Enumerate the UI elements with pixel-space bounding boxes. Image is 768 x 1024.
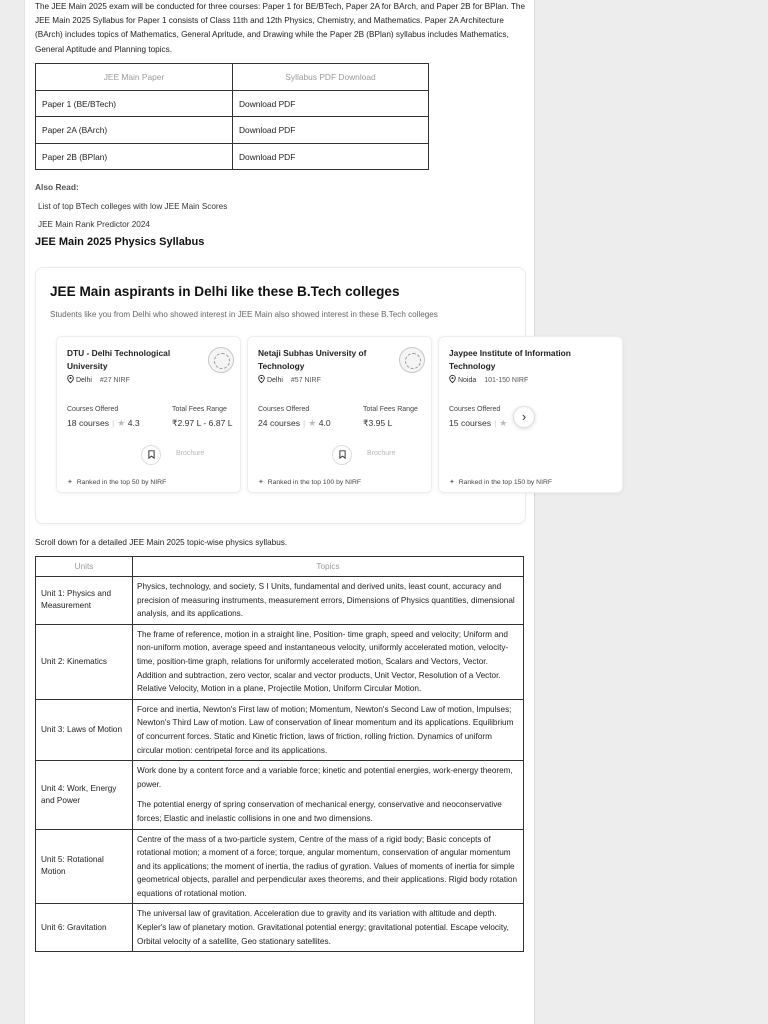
courses-count: 18 courses | ★ 4.3 <box>67 418 140 428</box>
courses-count: 24 courses | ★ 4.0 <box>258 418 331 428</box>
nirf-rank: 101-150 NIRF <box>484 377 529 384</box>
carousel-next-button[interactable] <box>513 406 535 428</box>
unit-topics: The frame of reference, motion in a straight line, Position- time graph, speed and velocity; Uniform and non-uniform motion, average speed and instantaneous velocity, uniformly accelerated motion, velocity-time, position-time graph, relations for uniformly accelerated motion, Scalars and Vectors, Vector. Addition and subtraction, zero vector, scalar and vector products, Unit Vector, Resolution of a Vector. Relative Velocity, Motion in a plane, Projectile Motion, Uniform Circular Motion. <box>133 624 524 699</box>
college-card[interactable] <box>56 336 241 493</box>
brochure-button[interactable]: Brochure <box>367 450 396 457</box>
college-logo <box>208 347 234 373</box>
course-count[interactable]: 15 courses <box>449 418 492 428</box>
college-location <box>67 375 130 384</box>
table-header: Syllabus PDF Download <box>233 63 429 90</box>
city: Delhi <box>75 377 92 384</box>
sparkle-icon: ✦ <box>67 479 73 486</box>
ranking-note: ✦ Ranked in the top 100 by NIRF <box>258 479 362 486</box>
course-count[interactable]: 24 courses <box>258 418 301 428</box>
chevron-right-icon: › <box>521 409 527 424</box>
unit-topics: Work done by a content force and a variable force; kinetic and potential energies, work-energy theorem, power. The potential energy of spring conservation of mechanical energy, conservative and neoconservative forces; Elastic and inelastic collisions in one and two dimensions. <box>133 761 524 829</box>
college-card-carousel <box>56 336 571 496</box>
sparkle-icon: ✦ <box>258 479 264 486</box>
table-row <box>36 699 524 760</box>
widget-subtitle: Students like you from Delhi who showed interest in JEE Main also showed interest in these B.Tech colleges <box>50 310 438 319</box>
download-pdf-link[interactable]: Download PDF <box>233 90 429 117</box>
unit-name: Unit 5: Rotational Motion <box>36 829 133 904</box>
fees-label: Total Fees Range <box>172 406 227 413</box>
nirf-rank: #57 NIRF <box>290 377 321 384</box>
rank-predictor-link[interactable]: JEE Main Rank Predictor 2024 <box>38 220 150 230</box>
nirf-rank: #27 NIRF <box>99 377 130 384</box>
fees-range: ₹3.95 L <box>363 418 393 428</box>
table-row <box>36 143 429 170</box>
location-pin-icon <box>67 375 74 383</box>
fees-label: Total Fees Range <box>363 406 418 413</box>
fees-range: ₹2.97 L - 6.87 L <box>172 418 233 428</box>
college-card[interactable] <box>247 336 432 493</box>
download-pdf-link[interactable]: Download PDF <box>233 117 429 144</box>
college-recommendation-widget <box>35 267 571 524</box>
scroll-note: Scroll down for a detailed JEE Main 2025 topic-wise physics syllabus. <box>35 538 288 547</box>
unit-topics: The universal law of gravitation. Acceleration due to gravity and its variation with altitude and depth. Kepler's law of planetary motion. Gravitational potential energy; gravitational potential. Escape velocity, Orbital velocity of a satellite, Geo stationary satellites. <box>133 904 524 952</box>
article-content <box>24 0 571 1024</box>
college-location <box>258 375 321 384</box>
college-name[interactable]: DTU - Delhi Technological University <box>67 348 171 371</box>
unit-name: Unit 6: Gravitation <box>36 904 133 952</box>
bookmark-icon <box>148 450 155 459</box>
unit-name: Unit 2: Kinematics <box>36 624 133 699</box>
courses-label: Courses Offered <box>67 406 119 413</box>
city: Delhi <box>266 377 283 384</box>
brochure-button[interactable]: Brochure <box>176 450 205 457</box>
intro-paragraph: The JEE Main 2025 exam will be conducted for three courses: Paper 1 for BE/BTech, Paper 2A for BArch, and Paper 2B for BPlan. The JEE Main 2025 Syllabus for Paper 1 consists of Class 11th and 12th Physics, Chemistry, and Mathematics. Paper 2A Architecture (BArch) includes topics of Mathematics, General Apritude, and Drawing while the Paper 2B (BPlan) syllabus includes Mathematics, General Aptitude and Planning topics. <box>35 2 525 54</box>
unit-name: Unit 1: Physics and Measurement <box>36 577 133 625</box>
courses-label: Courses Offered <box>449 406 501 413</box>
sparkle-icon: ✦ <box>449 479 455 486</box>
widget-title: JEE Main aspirants in Delhi like these B.Tech colleges <box>50 284 400 299</box>
rating: 4.0 <box>318 418 331 428</box>
download-pdf-link[interactable]: Download PDF <box>233 143 429 170</box>
table-header: Units <box>36 557 133 577</box>
table-row <box>36 761 524 829</box>
table-header: Topics <box>133 557 524 577</box>
table-row <box>36 904 524 952</box>
ranking-note: ✦ Ranked in the top 150 by NIRF <box>449 479 553 486</box>
paper-name: Paper 2B (BPlan) <box>36 143 233 170</box>
ranking-note: ✦ Ranked in the top 50 by NIRF <box>67 479 167 486</box>
star-icon: ★ <box>499 418 508 428</box>
courses-count: 15 courses | ★ <box>449 418 508 428</box>
unit-name: Unit 4: Work, Energy and Power <box>36 761 133 829</box>
unit-name: Unit 3: Laws of Motion <box>36 699 133 760</box>
college-name[interactable]: Netaji Subhas University of Technology <box>258 348 367 371</box>
college-logo <box>399 347 425 373</box>
unit-topics: Physics, technology, and society, S I Units, fundamental and derived units, least count, accuracy and precision of measuring instruments, measurement errors, Dimensions of Physics quantities, dimensional analysis, and its applications. <box>133 577 524 625</box>
unit-topics: Centre of the mass of a two-particle system, Centre of the mass of a rigid body; Basic concepts of rotational motion; a moment of a force; torque, angular momentum, conservation of angular momentum and its applications; the moment of inertia, the radius of gyration. Values of moments of inertia for simple geometrical objects, parallel and perpendicular axes theorems, and their applications. Rigid body rotation equations of rotational motion. <box>133 829 524 904</box>
star-icon: ★ <box>117 418 126 428</box>
bookmark-button[interactable] <box>141 445 161 465</box>
unit-topics: Force and inertia, Newton's First law of motion; Momentum, Newton's Second Law of motion, Impulses; Newton's Third Law of motion. Law of conservation of linear momentum and its applications. Equilibrium of concurrent forces. Static and Kinetic friction, laws of friction, rolling friction. Dynamics of uniform circular motion: centripetal force and its applications. <box>133 699 524 760</box>
bookmark-button[interactable] <box>332 445 352 465</box>
physics-syllabus-table <box>35 556 524 952</box>
also-read-label: Also Read: <box>35 182 79 193</box>
college-location <box>449 375 528 384</box>
paper-name: Paper 2A (BArch) <box>36 117 233 144</box>
section-title: JEE Main 2025 Physics Syllabus <box>35 236 205 249</box>
table-row <box>36 829 524 904</box>
paper-name: Paper 1 (BE/BTech) <box>36 90 233 117</box>
bookmark-icon <box>339 450 346 459</box>
paper-syllabus-table <box>35 63 429 171</box>
rating: 4.3 <box>127 418 140 428</box>
course-count[interactable]: 18 courses <box>67 418 110 428</box>
location-pin-icon <box>258 375 265 383</box>
location-pin-icon <box>449 375 456 383</box>
table-row <box>36 90 429 117</box>
low-score-colleges-link[interactable]: List of top BTech colleges with low JEE Main Scores <box>38 202 228 212</box>
star-icon: ★ <box>308 418 317 428</box>
table-row <box>36 624 524 699</box>
courses-label: Courses Offered <box>258 406 310 413</box>
table-header: JEE Main Paper <box>36 63 233 90</box>
table-row <box>36 577 524 625</box>
table-row <box>36 117 429 144</box>
college-name[interactable]: Jaypee Institute of Information Technology <box>449 348 571 371</box>
city: Noida <box>457 377 477 384</box>
